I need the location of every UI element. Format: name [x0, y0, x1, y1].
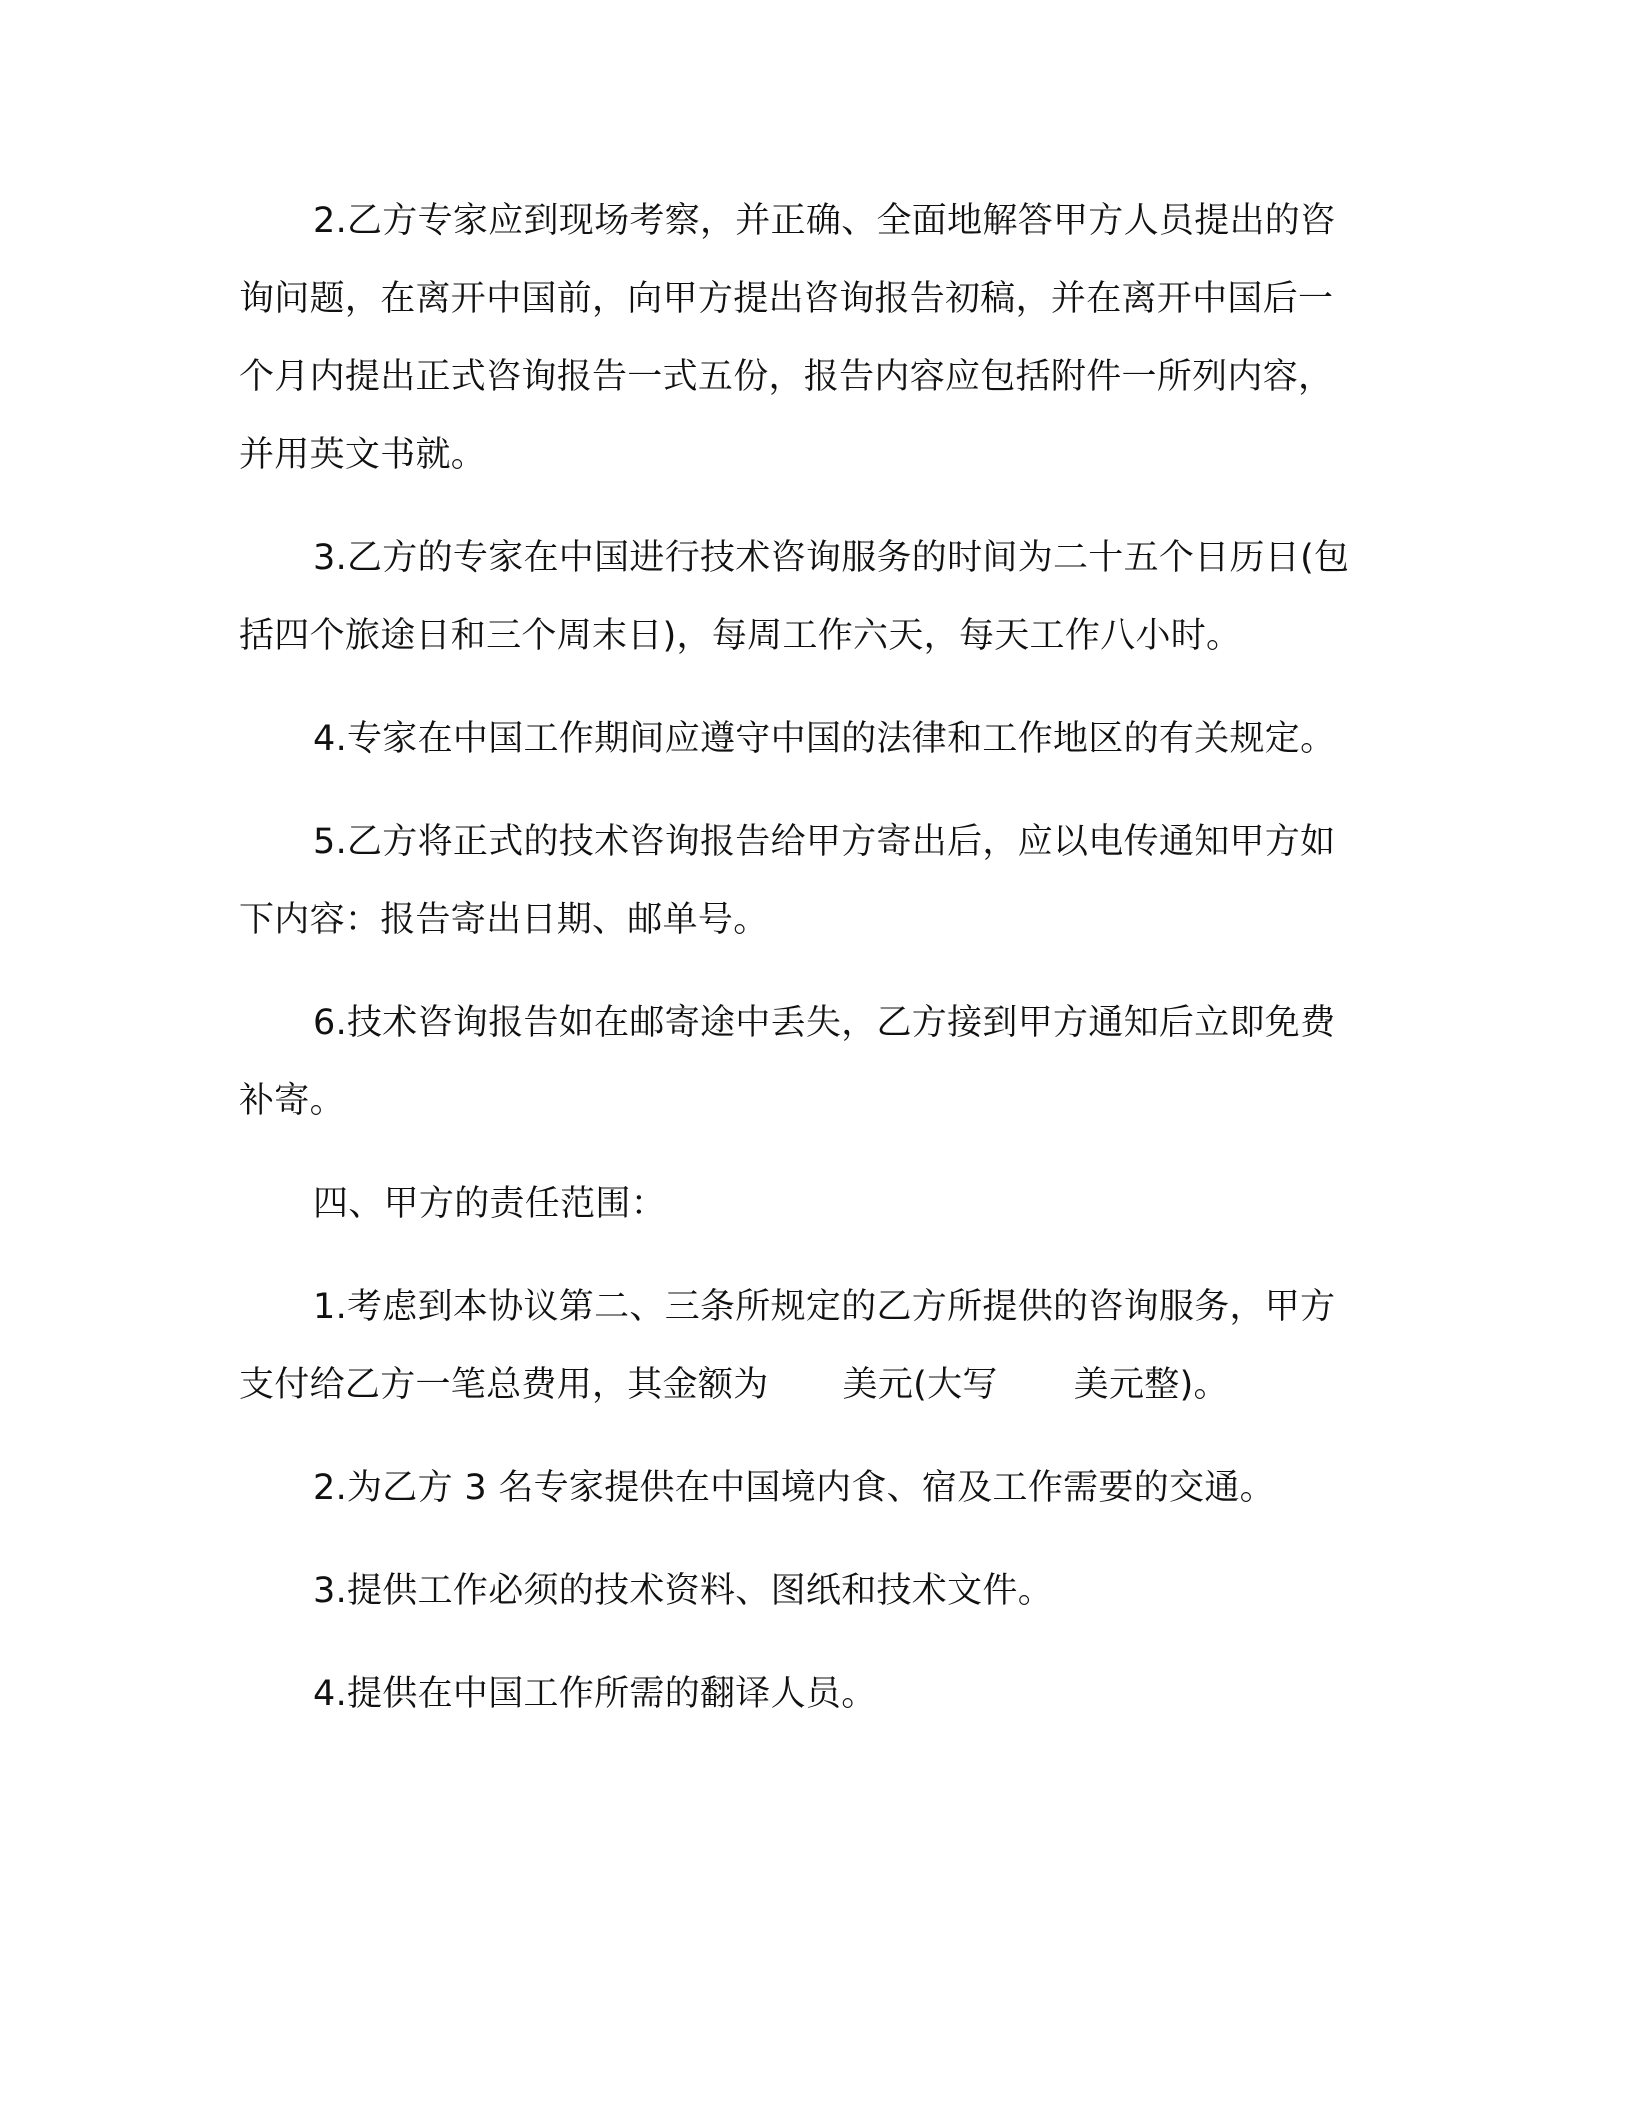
paragraph-b4: 4.专家在中国工作期间应遵守中国的法律和工作地区的有关规定。: [313, 719, 1336, 759]
paragraph-a4: 4.提供在中国工作所需的翻译人员。: [313, 1674, 877, 1714]
paragraph-b3: 3.乙方的专家在中国进行技术咨询服务的时间为二十五个日历日(包括四个旅途日和三个周末日)，每周工作六天，每天工作八小时。: [239, 538, 1350, 656]
paragraph-a1: [239, 1268, 1354, 1424]
paragraph-a1-part3: 美元整)。: [1073, 1365, 1229, 1405]
paragraph-a3: 3.提供工作必须的技术资料、图纸和技术文件。: [313, 1571, 1053, 1611]
section-heading-4: 四、甲方的责任范围：: [313, 1184, 667, 1224]
paragraph-b6: 6.技术咨询报告如在邮寄途中丢失，乙方接到甲方通知后立即免费补寄。: [239, 1003, 1336, 1121]
paragraph-b5: 5.乙方将正式的技术咨询报告给甲方寄出后，应以电传通知甲方如下内容：报告寄出日期、邮单号。: [239, 822, 1336, 940]
paragraph-a2: 2.为乙方 3 名专家提供在中国境内食、宿及工作需要的交通。: [313, 1468, 1275, 1508]
paragraph-b2: 2.乙方专家应到现场考察，并正确、全面地解答甲方人员提出的咨询问题，在离开中国前，向甲方提出咨询报告初稿，并在离开中国后一个月内提出正式咨询报告一式五份，报告内容应包括附件一所列内容，并用英文书就。: [239, 201, 1336, 475]
paragraph-a1-part1: 1.考虑到本协议第二、三条所规定的乙方所提供的咨询服务，甲方支付给乙方一笔总费用，其金额为: [239, 1287, 1336, 1405]
document-body: [239, 182, 1354, 1733]
paragraph-a1-part2: 美元(大写: [842, 1365, 998, 1405]
